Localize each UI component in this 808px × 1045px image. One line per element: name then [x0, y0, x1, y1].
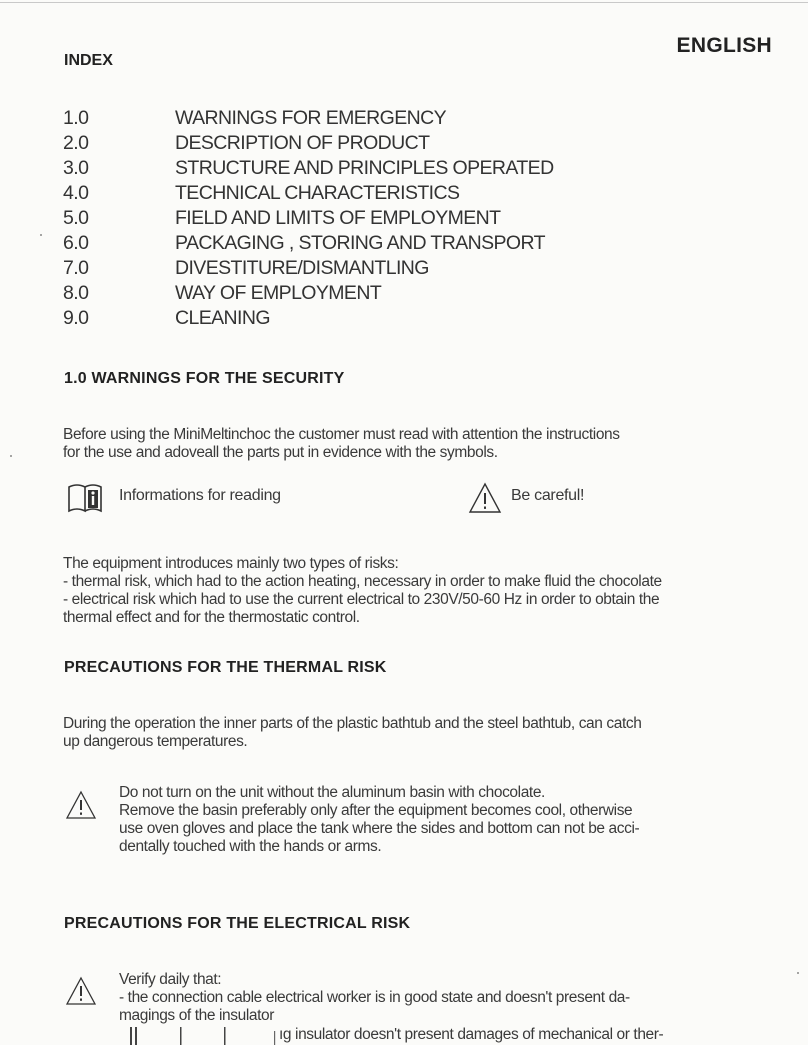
cut-off-text-line: ıg insulator doesn't present damages of mechanical or ther-	[279, 1026, 664, 1043]
page-top-edge	[0, 2, 808, 3]
toc-title: WARNINGS FOR EMERGENCY	[175, 107, 447, 129]
security-intro	[63, 426, 775, 462]
text-line: Remove the basin preferably only after the equipment becomes cool, otherwise	[119, 802, 633, 819]
text-line: Verify daily that:	[119, 971, 222, 988]
warning-triangle-icon	[66, 790, 96, 820]
toc-number: 4.0	[63, 182, 89, 204]
toc-title: STRUCTURE AND PRINCIPLES OPERATED	[175, 157, 554, 179]
toc-item	[63, 206, 554, 231]
toc-item	[63, 181, 554, 206]
warning-triangle-icon	[468, 482, 502, 514]
risks-paragraph	[63, 555, 775, 627]
text-line: use oven gloves and place the tank where the sides and bottom can not be acci-	[119, 820, 640, 837]
scan-speck	[797, 972, 799, 974]
toc-number: 6.0	[63, 232, 89, 254]
toc-item	[63, 131, 554, 156]
text-line: During the operation the inner parts of the plastic bathtub and the steel bathtub, can catch	[63, 715, 642, 732]
toc-item	[63, 281, 554, 306]
language-label: ENGLISH	[676, 34, 772, 57]
toc-number: 1.0	[63, 107, 89, 129]
toc-number: 3.0	[63, 157, 89, 179]
toc-number: 7.0	[63, 257, 89, 279]
text-line: Do not turn on the unit without the aluminum basin with chocolate.	[119, 784, 545, 801]
text-line: dentally touched with the hands or arms.	[119, 838, 382, 855]
text-line: - the connection cable electrical worker is in good state and doesn't present da-	[119, 989, 630, 1006]
scan-speck	[40, 234, 42, 236]
toc-title: TECHNICAL CHARACTERISTICS	[175, 182, 460, 204]
text-line: magings of the insulator	[119, 1007, 274, 1024]
text-line: Before using the MiniMeltinchoc the customer must read with attention the instructions	[63, 426, 620, 443]
toc-title: WAY OF EMPLOYMENT	[175, 282, 382, 304]
toc-title: FIELD AND LIMITS OF EMPLOYMENT	[175, 207, 501, 229]
warning-symbol-label: Be careful!	[511, 487, 585, 504]
text-line: The equipment introduces mainly two types of risks:	[63, 555, 399, 572]
thermal-intro	[63, 715, 775, 751]
toc-number: 8.0	[63, 282, 89, 304]
index-heading: INDEX	[64, 52, 113, 69]
text-line: thermal effect and for the thermostatic control.	[63, 609, 360, 626]
toc-title: DIVESTITURE/DISMANTLING	[175, 257, 429, 279]
toc-number: 5.0	[63, 207, 89, 229]
section-heading-security: 1.0 WARNINGS FOR THE SECURITY	[64, 370, 345, 387]
scan-speck	[10, 455, 12, 457]
text-line: - electrical risk which had to use the current electrical to 230V/50-60 Hz in order to obtain the	[63, 591, 660, 608]
info-symbol-label: Informations for reading	[119, 487, 281, 504]
toc-title: PACKAGING , STORING AND TRANSPORT	[175, 232, 545, 254]
text-line: for the use and adoveall the parts put in evidence with the symbols.	[63, 444, 498, 461]
toc-title: CLEANING	[175, 307, 270, 329]
section-heading-electrical: PRECAUTIONS FOR THE ELECTRICAL RISK	[64, 915, 411, 932]
toc-number: 9.0	[63, 307, 89, 329]
book-info-icon	[66, 482, 106, 514]
text-line: up dangerous temperatures.	[63, 733, 248, 750]
toc-item	[63, 156, 554, 181]
electrical-warning-text	[119, 971, 775, 1025]
warning-triangle-icon	[66, 976, 96, 1006]
section-heading-thermal: PRECAUTIONS FOR THE THERMAL RISK	[64, 659, 387, 676]
table-of-contents	[63, 106, 554, 331]
toc-item	[63, 306, 554, 331]
toc-item	[63, 106, 554, 131]
scan-artifact-bars	[128, 1027, 278, 1045]
text-line: - thermal risk, which had to the action heating, necessary in order to make fluid the chocolate	[63, 573, 662, 590]
toc-item	[63, 256, 554, 281]
toc-title: DESCRIPTION OF PRODUCT	[175, 132, 430, 154]
thermal-warning-text	[119, 784, 775, 856]
toc-item	[63, 231, 554, 256]
toc-number: 2.0	[63, 132, 89, 154]
